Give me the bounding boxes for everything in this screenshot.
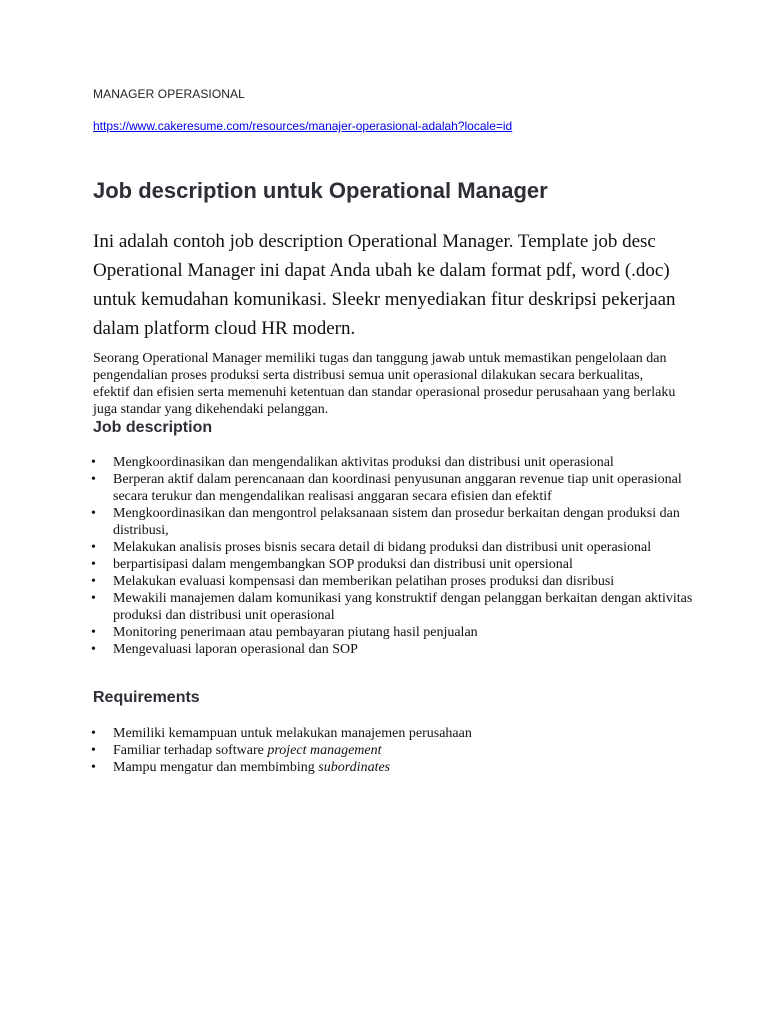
- summary-paragraph: Seorang Operational Manager memiliki tugas dan tanggung jawab untuk memastikan pengelolaan dan pengendalian proses produksi serta distribusi semua unit operasional dilakukan secara berkualitas, efektif dan efisien serta memenuhi ketentuan dan standar operasional prosedur perusahaan yang berlaku juga standar yang dikehendaki pelanggan.: [93, 351, 676, 417]
- bullet-icon: •: [91, 506, 96, 521]
- list-item: • Mampu mengatur dan membimbing subordinates: [91, 760, 391, 775]
- page-title: Job description untuk Operational Manager: [93, 178, 548, 203]
- bullet-icon: •: [91, 574, 96, 589]
- bullet-icon: •: [91, 455, 96, 470]
- list-item: • Monitoring penerimaan atau pembayaran piutang hasil penjualan: [91, 625, 478, 640]
- bullet-icon: •: [91, 557, 96, 572]
- list-item: • Berperan aktif dalam perencanaan dan koordinasi penyusunan anggaran revenue tiap unit operasional secara terukur dan mengendalikan realisasi anggaran secara efisien dan efektif: [91, 472, 682, 504]
- list-item: • Familiar terhadap software project management: [91, 743, 382, 758]
- bullet-icon: •: [91, 726, 96, 741]
- job-description-heading: Job description: [93, 419, 213, 436]
- bullet-icon: •: [91, 472, 96, 487]
- requirements-list: [93, 725, 693, 776]
- bullet-icon: •: [91, 642, 96, 657]
- intro-paragraph: Ini adalah contoh job description Operational Manager. Template job desc Operational Manager ini dapat Anda ubah ke dalam format pdf, word (.doc) untuk kemudahan komunikasi. Sleekr menyediakan fitur deskripsi pekerjaan dalam platform cloud HR modern.: [93, 231, 676, 339]
- list-item: • Melakukan analisis proses bisnis secara detail di bidang produksi dan distribusi unit operasional: [91, 540, 652, 555]
- bullet-icon: •: [91, 540, 96, 555]
- list-item: • berpartisipasi dalam mengembangkan SOP produksi dan distribusi unit opersional: [91, 557, 573, 572]
- bullet-icon: •: [91, 625, 96, 640]
- list-item: • Memiliki kemampuan untuk melakukan manajemen perusahaan: [91, 726, 472, 741]
- list-item: • Mengkoordinasikan dan mengendalikan aktivitas produksi dan distribusi unit operasional: [91, 455, 614, 470]
- bullet-icon: •: [91, 760, 96, 775]
- requirements-heading: Requirements: [93, 689, 200, 706]
- job-description-list: [93, 454, 693, 658]
- list-item: • Melakukan evaluasi kompensasi dan memberikan pelatihan proses produksi dan disribusi: [91, 574, 615, 589]
- document-label: MANAGER OPERASIONAL: [93, 87, 245, 101]
- bullet-icon: •: [91, 591, 96, 606]
- list-item: • Mengkoordinasikan dan mengontrol pelaksanaan sistem dan prosedur berkaitan dengan produksi dan distribusi,: [91, 506, 680, 538]
- bullet-icon: •: [91, 743, 96, 758]
- source-link[interactable]: https://www.cakeresume.com/resources/manajer-operasional-adalah?locale=id: [93, 119, 513, 133]
- list-item: • Mengevaluasi laporan operasional dan SOP: [91, 642, 358, 657]
- list-item: • Mewakili manajemen dalam komunikasi yang konstruktif dengan pelanggan berkaitan dengan aktivitas produksi dan distribusi unit operasional: [91, 591, 693, 623]
